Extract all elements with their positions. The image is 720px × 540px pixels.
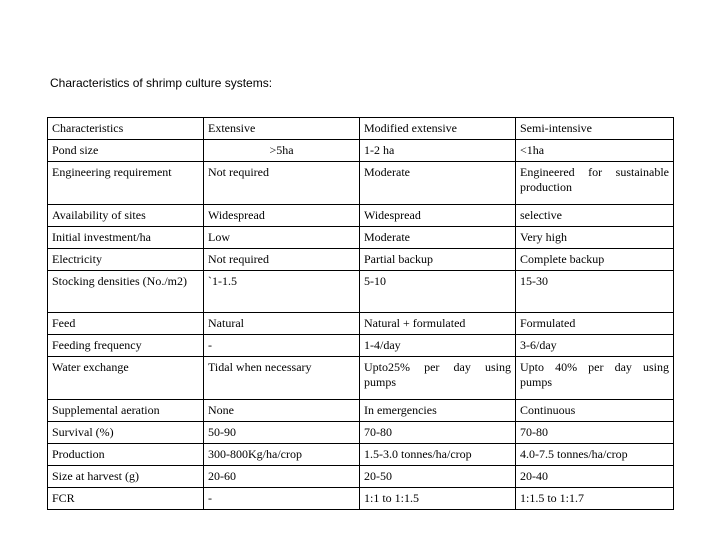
- table-row: [48, 271, 674, 313]
- table-row: [48, 162, 674, 205]
- row-label: Pond size: [48, 140, 204, 162]
- table-cell: Not required: [204, 249, 360, 271]
- table-cell: <1ha: [516, 140, 674, 162]
- table-cell: 1-4/day: [360, 335, 516, 357]
- table-cell: Widespread: [204, 205, 360, 227]
- shrimp-culture-table: [47, 117, 674, 510]
- table-row: [48, 488, 674, 510]
- table-cell: `1-1.5: [204, 271, 360, 313]
- document-title: Characteristics of shrimp culture systems:: [50, 76, 273, 90]
- table-cell: Widespread: [360, 205, 516, 227]
- table-cell: 1:1.5 to 1:1.7: [516, 488, 674, 510]
- table-row: [48, 227, 674, 249]
- table-cell: None: [204, 400, 360, 422]
- row-label: Supplemental aeration: [48, 400, 204, 422]
- table-cell: Moderate: [360, 227, 516, 249]
- row-label: Initial investment/ha: [48, 227, 204, 249]
- row-label: Engineering requirement: [48, 162, 204, 205]
- row-label: Survival (%): [48, 422, 204, 444]
- table-cell: Partial backup: [360, 249, 516, 271]
- table-cell: Very high: [516, 227, 674, 249]
- table-cell: Complete backup: [516, 249, 674, 271]
- table-cell: Moderate: [360, 162, 516, 205]
- row-label: Feed: [48, 313, 204, 335]
- table-cell: -: [204, 488, 360, 510]
- table-cell: Not required: [204, 162, 360, 205]
- row-label: FCR: [48, 488, 204, 510]
- table-cell: Natural: [204, 313, 360, 335]
- row-label: Size at harvest (g): [48, 466, 204, 488]
- table-cell: 20-50: [360, 466, 516, 488]
- table-cell: Tidal when necessary: [204, 357, 360, 400]
- table-cell: Upto25% per day using pumps: [360, 357, 516, 400]
- table-row: [48, 140, 674, 162]
- table-header-row: [48, 118, 674, 140]
- header-cell: Characteristics: [48, 118, 204, 140]
- table-row: [48, 249, 674, 271]
- header-cell: Modified extensive: [360, 118, 516, 140]
- table-cell: Engineered for sustainable production: [516, 162, 674, 205]
- table-cell: 15-30: [516, 271, 674, 313]
- table-row: [48, 357, 674, 400]
- table-cell: 3-6/day: [516, 335, 674, 357]
- table-row: [48, 313, 674, 335]
- row-label: Water exchange: [48, 357, 204, 400]
- row-label: Stocking densities (No./m2): [48, 271, 204, 313]
- table-row: [48, 444, 674, 466]
- table-cell: 20-60: [204, 466, 360, 488]
- header-cell: Extensive: [204, 118, 360, 140]
- header-cell: Semi-intensive: [516, 118, 674, 140]
- table-cell: 70-80: [516, 422, 674, 444]
- row-label: Electricity: [48, 249, 204, 271]
- table-cell: >5ha: [204, 140, 360, 162]
- table-cell: 1-2 ha: [360, 140, 516, 162]
- table-cell: 20-40: [516, 466, 674, 488]
- table-cell: Continuous: [516, 400, 674, 422]
- row-label: Feeding frequency: [48, 335, 204, 357]
- table-cell: 50-90: [204, 422, 360, 444]
- table-cell: Upto 40% per day using pumps: [516, 357, 674, 400]
- table-cell: In emergencies: [360, 400, 516, 422]
- table-cell: selective: [516, 205, 674, 227]
- row-label: Availability of sites: [48, 205, 204, 227]
- table-row: [48, 335, 674, 357]
- table-cell: 300-800Kg/ha/crop: [204, 444, 360, 466]
- table-cell: Formulated: [516, 313, 674, 335]
- table-cell: Low: [204, 227, 360, 249]
- table-cell: -: [204, 335, 360, 357]
- table-cell: 1:1 to 1:1.5: [360, 488, 516, 510]
- table-row: [48, 205, 674, 227]
- table-cell: 4.0-7.5 tonnes/ha/crop: [516, 444, 674, 466]
- table-cell: 70-80: [360, 422, 516, 444]
- table-row: [48, 422, 674, 444]
- table-row: [48, 400, 674, 422]
- table-cell: 1.5-3.0 tonnes/ha/crop: [360, 444, 516, 466]
- table-cell: Natural + formulated: [360, 313, 516, 335]
- table-row: [48, 466, 674, 488]
- table-cell: 5-10: [360, 271, 516, 313]
- row-label: Production: [48, 444, 204, 466]
